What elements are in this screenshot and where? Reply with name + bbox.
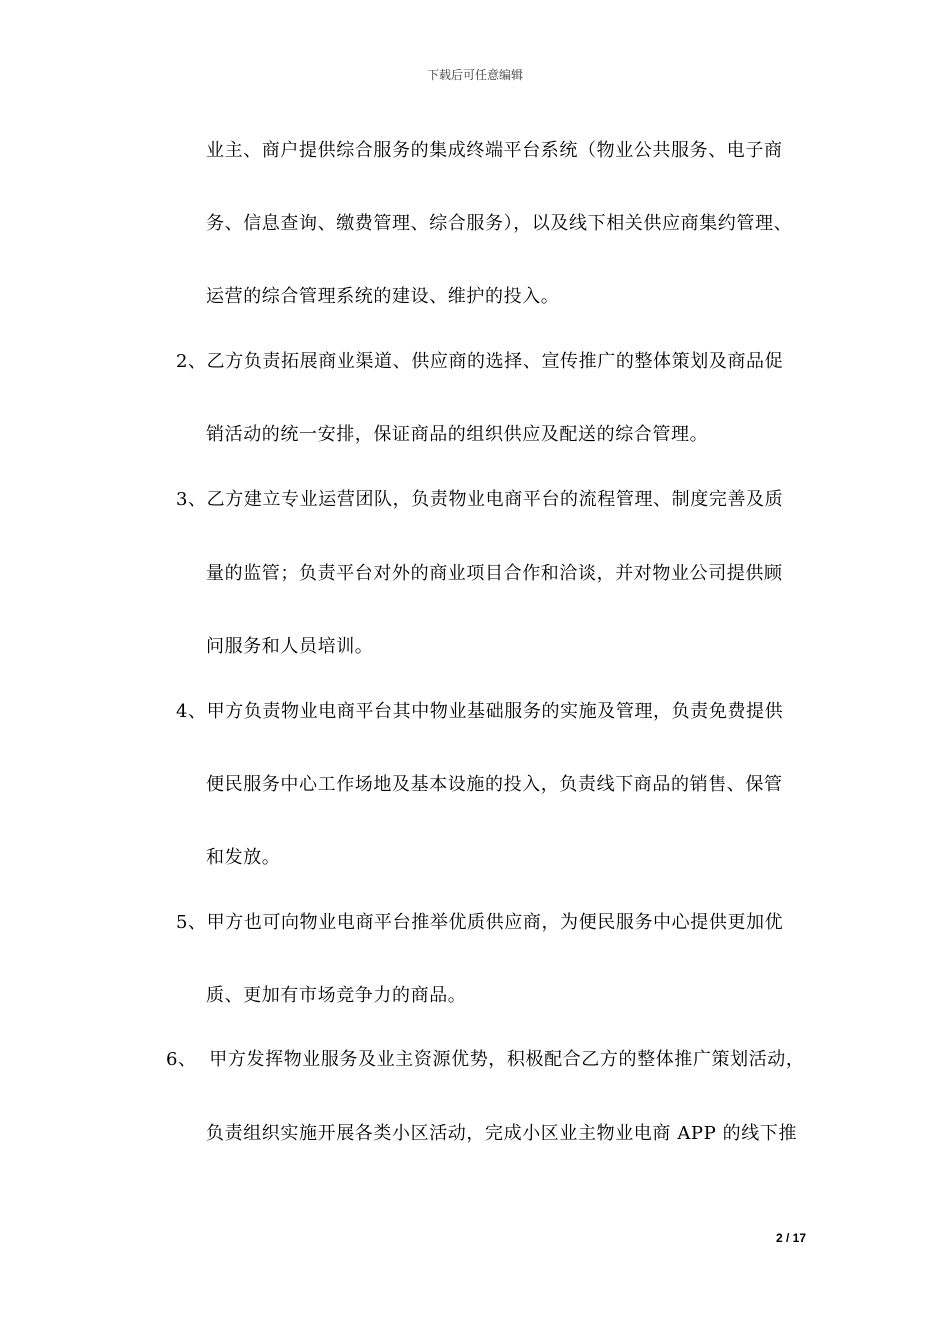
numbered-item-3: 3、乙方建立专业运营团队，负责物业电商平台的流程管理、制度完善及质 xyxy=(176,489,784,510)
page-number: 2 / 17 xyxy=(775,1231,806,1245)
text-line: 负责组织实施开展各类小区活动，完成小区业主物业电商 APP 的线下推 xyxy=(206,1123,798,1144)
numbered-item-6: 6、 甲方发挥物业服务及业主资源优势，积极配合乙方的整体推广策划活动， xyxy=(166,1049,805,1070)
text-line: 问服务和人员培训。 xyxy=(206,636,374,657)
text-line: 运营的综合管理系统的建设、维护的投入。 xyxy=(206,286,560,307)
header-note: 下载后可任意编辑 xyxy=(426,68,523,82)
numbered-item-4: 4、甲方负责物业电商平台其中物业基础服务的实施及管理，负责免费提供 xyxy=(176,701,784,722)
numbered-item-2: 2、乙方负责拓展商业渠道、供应商的选择、宣传推广的整体策划及商品促 xyxy=(176,351,784,372)
text-line: 量的监管；负责平台对外的商业项目合作和洽谈，并对物业公司提供顾 xyxy=(206,563,783,584)
text-line: 销活动的统一安排，保证商品的组织供应及配送的综合管理。 xyxy=(206,424,709,445)
text-line: 务、信息查询、缴费管理、综合服务），以及线下相关供应商集约管理、 xyxy=(206,213,793,234)
numbered-item-5: 5、甲方也可向物业电商平台推举优质供应商，为便民服务中心提供更加优 xyxy=(176,912,784,933)
text-line: 便民服务中心工作场地及基本设施的投入，负责线下商品的销售、保管 xyxy=(206,774,783,795)
text-line: 质、更加有市场竞争力的商品。 xyxy=(206,985,467,1006)
text-line: 和发放。 xyxy=(206,847,281,868)
text-line: 业主、商户提供综合服务的集成终端平台系统（物业公共服务、电子商 xyxy=(206,140,783,161)
